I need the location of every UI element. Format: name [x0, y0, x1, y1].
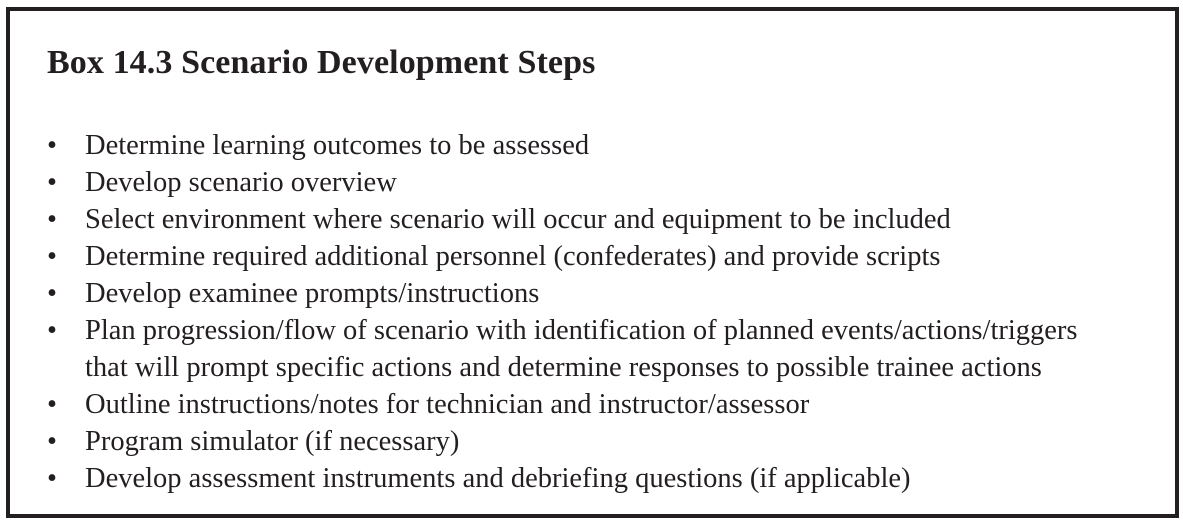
- step-text: Determine learning outcomes to be assessed: [85, 130, 590, 161]
- step-text: Determine required additional personnel (confederates) and provide scripts: [85, 241, 941, 272]
- bullet-icon: •: [47, 463, 57, 494]
- bullet-icon: •: [47, 204, 57, 235]
- step-text: Develop examinee prompts/instructions: [85, 278, 540, 309]
- list-item: [45, 238, 1078, 275]
- list-item: [45, 460, 1078, 497]
- list-item: [45, 164, 1078, 201]
- list-item: [45, 201, 1078, 238]
- step-text: Plan progression/flow of scenario with identification of planned events/actions/triggers: [85, 315, 1078, 346]
- bullet-icon: •: [47, 241, 57, 272]
- bullet-icon: •: [47, 315, 57, 346]
- bullet-icon: •: [47, 426, 57, 457]
- step-text: Develop assessment instruments and debriefing questions (if applicable): [85, 463, 911, 494]
- list-item: [45, 127, 1078, 164]
- step-text: Develop scenario overview: [85, 167, 397, 198]
- bullet-icon: •: [47, 167, 57, 198]
- box-title: Box 14.3 Scenario Development Steps: [47, 44, 596, 81]
- bullet-icon: •: [47, 130, 57, 161]
- list-item: [45, 423, 1078, 460]
- steps-list: [45, 127, 1078, 497]
- text-box: [6, 7, 1179, 518]
- bullet-icon: •: [47, 389, 57, 420]
- step-text: Outline instructions/notes for technician and instructor/assessor: [85, 389, 810, 420]
- list-item: [45, 275, 1078, 312]
- step-text-continued: that will prompt specific actions and determine responses to possible trainee actions: [85, 352, 1042, 383]
- list-item: [45, 312, 1078, 386]
- step-text: Program simulator (if necessary): [85, 426, 460, 457]
- list-item: [45, 386, 1078, 423]
- bullet-icon: •: [47, 278, 57, 309]
- step-text: Select environment where scenario will occur and equipment to be included: [85, 204, 951, 235]
